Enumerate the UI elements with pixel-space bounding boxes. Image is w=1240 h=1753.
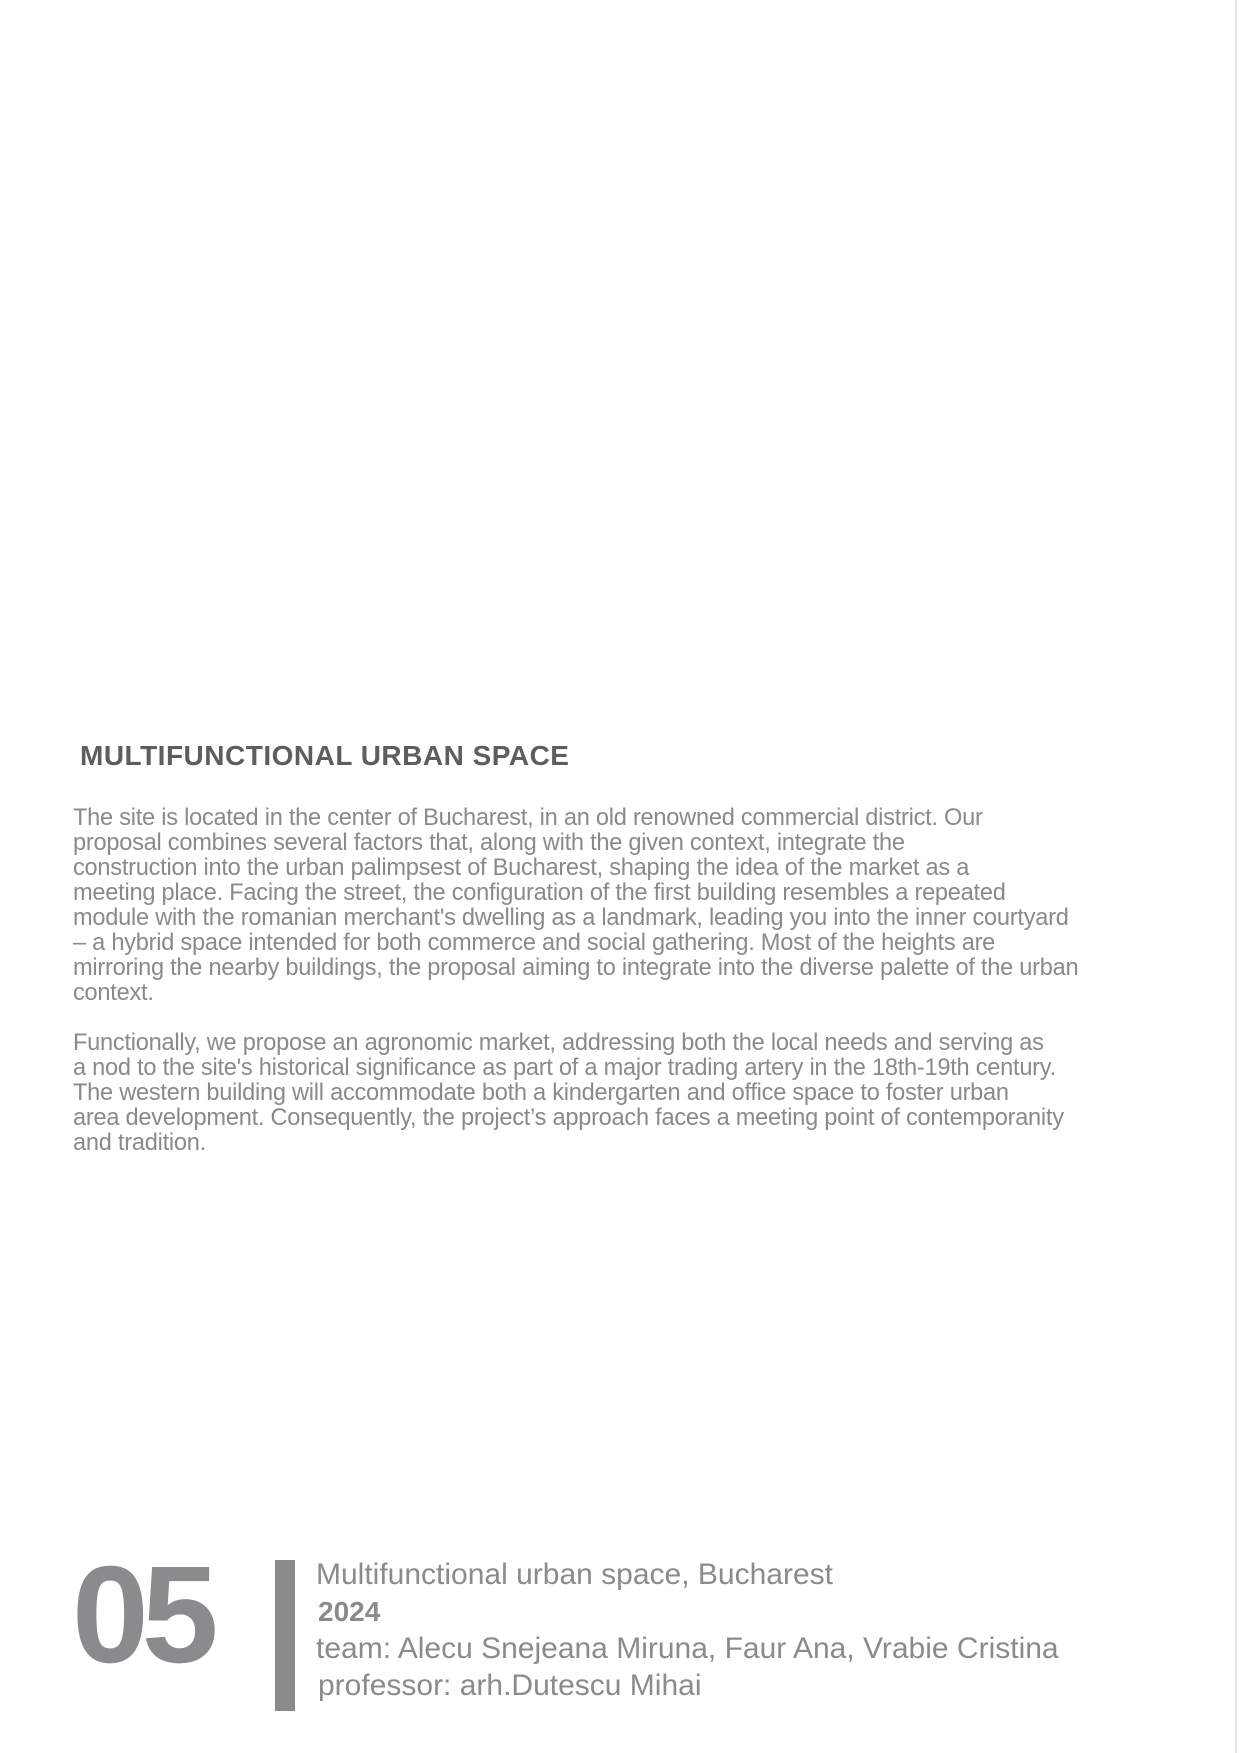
project-team: team: Alecu Snejeana Miruna, Faur Ana, Vrabie Cristina xyxy=(316,1632,1059,1665)
text-line: context. xyxy=(73,980,154,1006)
page-edge-line xyxy=(1235,0,1237,1753)
project-info xyxy=(316,1556,1059,1704)
text-line: and tradition. xyxy=(73,1130,206,1156)
project-professor: professor: arh.Dutescu Mihai xyxy=(318,1669,702,1702)
paragraph-spacer xyxy=(73,1006,1213,1031)
text-line: area development. Consequently, the project’s approach faces a meeting point of contemporanity xyxy=(73,1105,1064,1131)
page-title: MULTIFUNCTIONAL URBAN SPACE xyxy=(80,740,570,771)
text-line: The site is located in the center of Bucharest, in an old renowned commercial district. Our xyxy=(73,805,983,831)
text-line: a nod to the site's historical significance as part of a major trading artery in the 18th-19th century. xyxy=(73,1055,1056,1081)
text-line: construction into the urban palimpsest of Bucharest, shaping the idea of the market as a xyxy=(73,855,970,881)
footer-divider-bar xyxy=(275,1560,295,1711)
text-line: – a hybrid space intended for both commerce and social gathering. Most of the heights are xyxy=(73,930,996,956)
text-line: proposal combines several factors that, along with the given context, integrate the xyxy=(73,830,905,856)
text-line: meeting place. Facing the street, the configuration of the first building resembles a repeated xyxy=(73,880,1006,906)
project-year: 2024 xyxy=(318,1596,381,1627)
text-line: The western building will accommodate both a kindergarten and office space to foster urban xyxy=(73,1080,1009,1106)
text-line: mirroring the nearby buildings, the proposal aiming to integrate into the diverse palette of the urban xyxy=(73,955,1079,981)
text-line: module with the romanian merchant's dwelling as a landmark, leading you into the inner courtyard xyxy=(73,905,1069,931)
project-name: Multifunctional urban space, Bucharest xyxy=(316,1558,833,1591)
text-line: Functionally, we propose an agronomic market, addressing both the local needs and serving as xyxy=(73,1030,1044,1056)
project-number: 05 xyxy=(72,1538,212,1692)
description-text xyxy=(73,806,1213,1156)
paragraph-function xyxy=(73,1031,1213,1156)
paragraph-site xyxy=(73,806,1213,1006)
